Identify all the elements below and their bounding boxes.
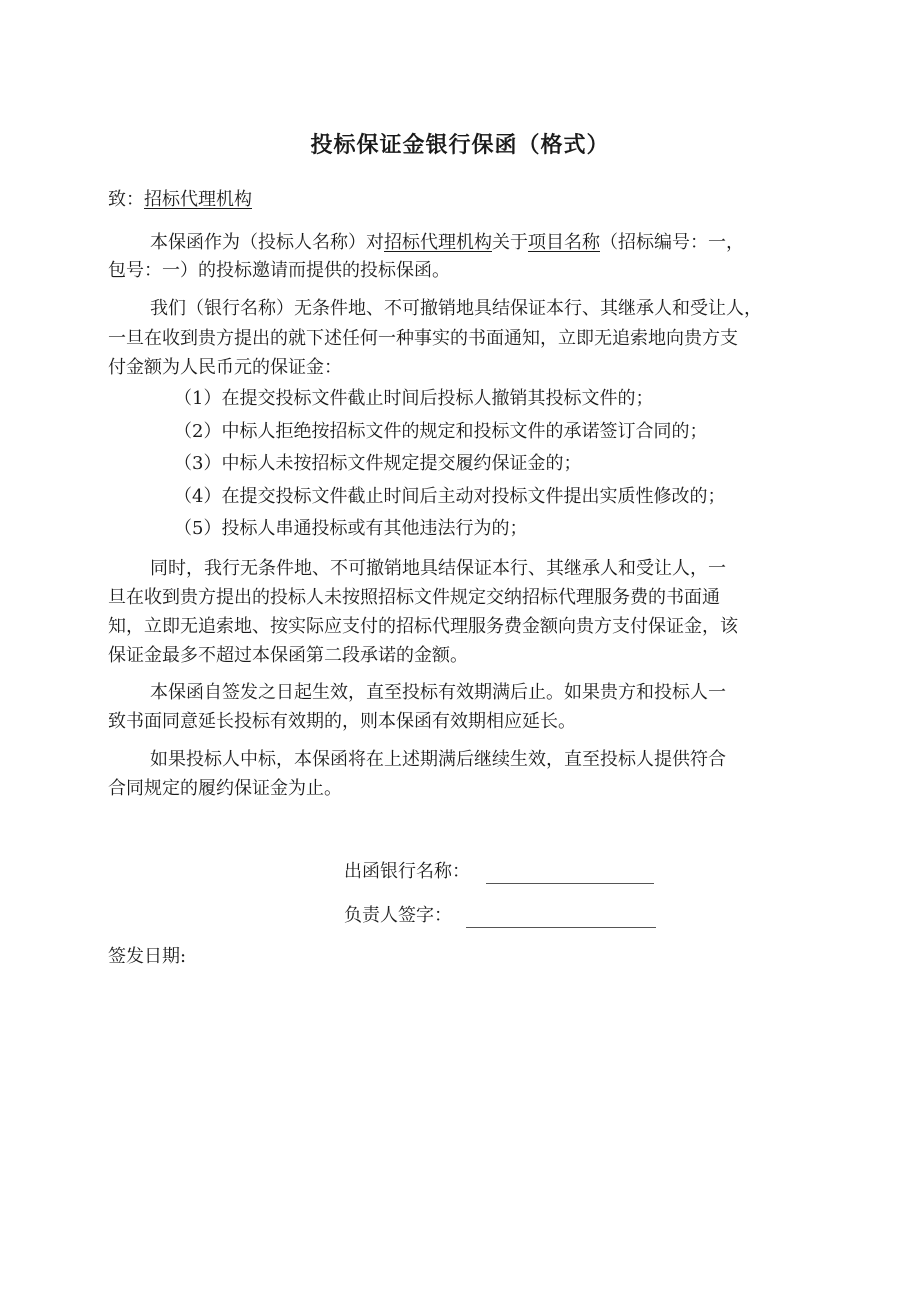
paragraph-2-line-1: 我们（银行名称）无条件地、不可撤销地具结保证本行、其继承人和受让人， — [150, 298, 762, 319]
addressee-agency: 招标代理机构 — [144, 189, 252, 210]
bank-name-blank[interactable] — [486, 865, 654, 884]
paragraph-5-line-1: 如果投标人中标，本保函将在上述期满后继续生效，直至投标人提供符合 — [150, 749, 726, 770]
paragraph-4-line-2: 致书面同意延长投标有效期的，则本保函有效期相应延长。 — [108, 711, 576, 732]
list-item: （2）中标人拒绝按招标文件的规定和投标文件的承诺签订合同的； — [174, 421, 708, 442]
paragraph-1-line-2: 包号：一）的投标邀请而提供的投标保函。 — [108, 260, 450, 281]
addressee-line — [108, 188, 252, 212]
signatory-blank[interactable] — [466, 909, 656, 928]
paragraph-1-text-a: 本保函作为（投标人名称）对 — [150, 232, 384, 253]
document-title: 投标保证金银行保函（格式） — [310, 133, 610, 158]
paragraph-3-line-4: 保证金最多不超过本保函第二段承诺的金额。 — [108, 645, 468, 666]
signatory-row — [344, 904, 656, 928]
paragraph-2-line-3: 付金额为人民币元的保证金： — [108, 357, 342, 378]
paragraph-1-agency: 招标代理机构 — [384, 232, 492, 253]
list-item: （1）在提交投标文件截止时间后投标人撤销其投标文件的； — [174, 388, 654, 409]
paragraph-1-text-b: 关于 — [492, 232, 528, 253]
paragraph-1-text-c: （招标编号：一， — [600, 232, 744, 253]
bank-name-row — [344, 860, 654, 884]
paragraph-3-line-3: 知，立即无追索地、按实际应支付的招标代理服务费金额向贵方支付保证金，该 — [108, 616, 738, 637]
signatory-label: 负责人签字： — [344, 905, 452, 926]
paragraph-3-line-1: 同时，我行无条件地、不可撤销地具结保证本行、其继承人和受让人，一 — [150, 558, 726, 579]
list-item: （5）投标人串通投标或有其他违法行为的； — [174, 518, 528, 539]
paragraph-1-project: 项目名称 — [528, 232, 600, 253]
paragraph-1-line-1 — [150, 231, 744, 255]
list-item: （4）在提交投标文件截止时间后主动对投标文件提出实质性修改的； — [174, 486, 726, 507]
paragraph-5-line-2: 合同规定的履约保证金为止。 — [108, 778, 342, 799]
addressee-prefix: 致： — [108, 189, 144, 210]
list-item: （3）中标人未按招标文件规定提交履约保证金的； — [174, 453, 582, 474]
paragraph-4-line-1: 本保函自签发之日起生效，直至投标有效期满后止。如果贵方和投标人一 — [150, 682, 726, 703]
issue-date-label: 签发日期: — [108, 946, 187, 967]
bank-name-label: 出函银行名称： — [344, 861, 470, 882]
paragraph-2-line-2: 一旦在收到贵方提出的就下述任何一种事实的书面通知，立即无追索地向贵方支 — [108, 328, 738, 349]
paragraph-3-line-2: 旦在收到贵方提出的投标人未按照招标文件规定交纳招标代理服务费的书面通 — [108, 587, 720, 608]
